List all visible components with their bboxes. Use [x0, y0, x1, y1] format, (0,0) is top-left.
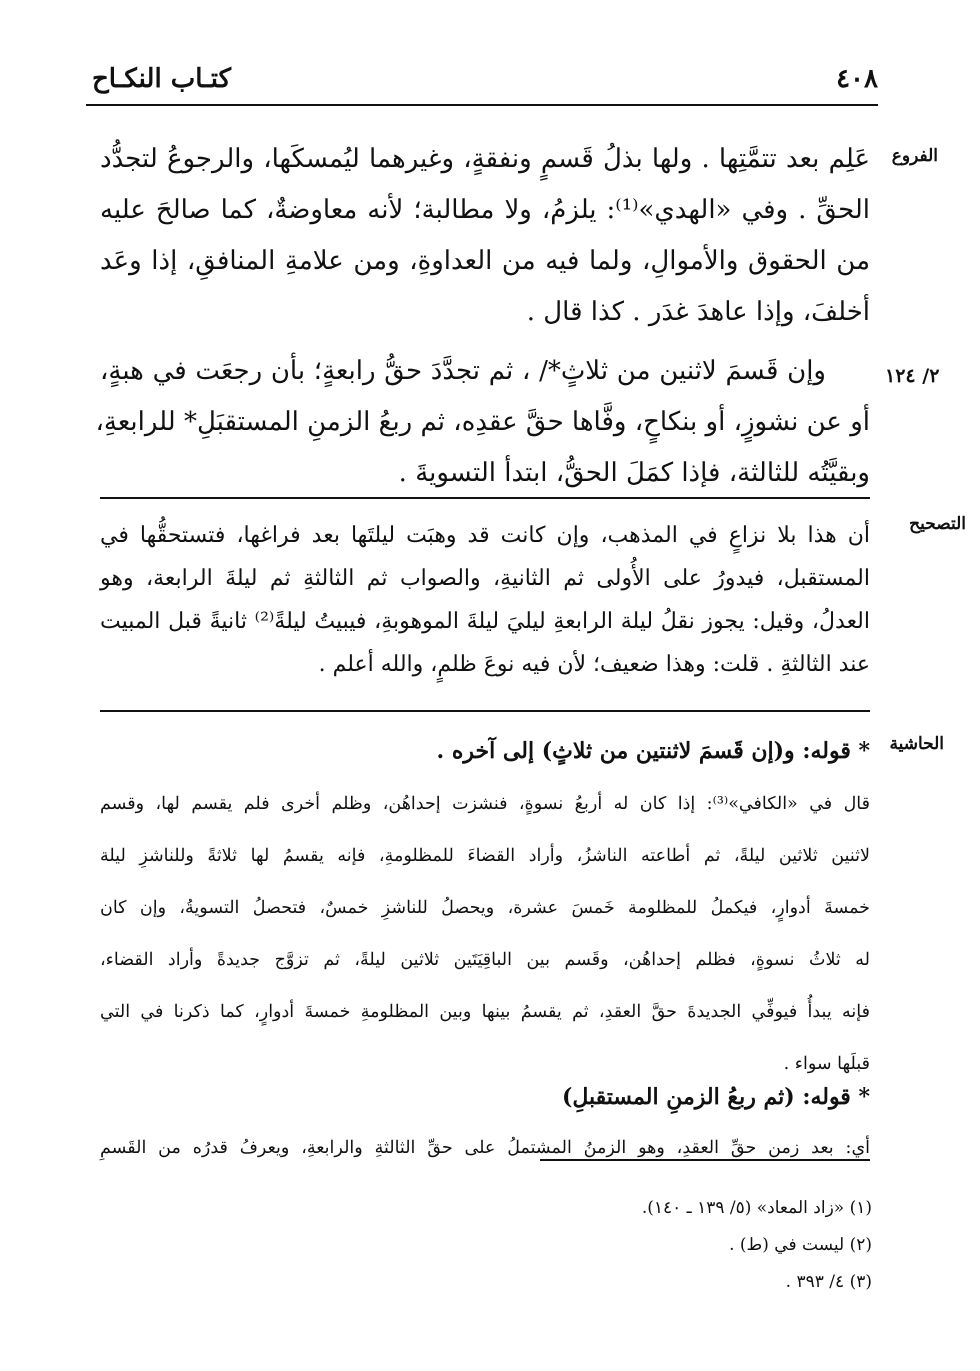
text-line: عَلِم بعد تتمَّتِها . ولها بذلُ قَسمٍ ونفقةٍ، وغيرهما ليُمسكَها، والرجوعُ لتجدُّد [100, 144, 870, 174]
text-line: له ثلاثُ نسوةٍ، فظلم إحداهُن، وقَسم بين الباقِيَتَين ثلاثين ليلةً، ثم تزوَّج جديدةً وأراد القضاء، [100, 950, 870, 970]
text-line: أخلفَ، وإذا عاهدَ غدَر . كذا قال . [526, 297, 870, 327]
hashiya-text-2 [100, 1128, 870, 1168]
header-rule [86, 104, 878, 106]
footnote-rule [540, 1159, 870, 1161]
label-tashih: التصحيح [909, 514, 966, 534]
note-heading: * قوله: (ثم ربعُ الزمنِ المستقبلِ) [561, 1084, 870, 1110]
text-line: أو عن نشوزٍ، أو بنكاحٍ، وفَّاها حقَّ عقدِه، ثم ربعُ الزمنِ المستقبَلِ* للرابعةِ، [95, 407, 870, 437]
hashiya-text [100, 778, 870, 1090]
note-heading: * قوله: و(إن قَسمَ لاثنتين من ثلاثٍ) إلى آخره . [436, 738, 870, 764]
text-line: وبقيَّتُه للثالثة، فإذا كمَلَ الحقُّ، ابتدأ التسويةَ . [398, 458, 870, 488]
footnote: (٢) ليست في (ط) . [729, 1235, 872, 1255]
text-line: أن هذا بلا نزاعٍ في المذهب، وإن كانت قد وهبَت ليلتَها بعد فراغها، فتستحقُّها في [100, 523, 870, 548]
section-rule [100, 710, 870, 712]
page-number: ٤٠٨ [836, 64, 878, 94]
text-line: وإن قَسمَ لاثنين من ثلاثٍ*/ ، ثم تجدَّدَ حقُّ رابعةٍ؛ بأن رجعَت في هبةٍ، [100, 356, 826, 386]
footnotes [642, 1190, 872, 1301]
text-line: من الحقوق والأموالِ، ولما فيه من العداوةِ، ومن علامةِ المنافقِ، إذا وعَد [100, 246, 870, 276]
text-line: العدلُ، وقيل: يجوز نقلُ ليلة الرابعةِ ليليَ ليلةَ الموهوبةِ، فيبيتُ ليلةً⁽²⁾ ثانيةً قبل المبيت [100, 609, 870, 634]
text-line: الحقِّ . وفي «الهدي»⁽¹⁾: يلزمُ، ولا مطالبة؛ لأنه معاوضةٌ، كما صالحَ عليه [100, 195, 870, 225]
reference-number: ٢/ ١٢٤ [885, 365, 940, 387]
footnote: (٣) ٤/ ٣٩٣ . [785, 1272, 872, 1292]
label-furu: الفروع [891, 146, 938, 166]
furu-text [100, 134, 870, 338]
page-header [86, 62, 878, 102]
book-title: كتـاب النكـاح [92, 64, 231, 94]
label-hashiya: الحاشية [889, 734, 944, 754]
text-line: قال في «الكافي»⁽³⁾: إذا كان له أربعُ نسوةٍ، فنشزت إحداهُن، وظلم أخرى فلم يقسم لها، وقسم [100, 794, 870, 814]
text-line: لاثنين ثلاثين ليلةً، ثم أطاعته الناشزُ، وأراد القضاءَ للمظلومةِ، فإنه يقسمُ لها ثلاثةً وللناشزِ ليلة [100, 846, 870, 866]
text-line: أي: بعد زمن حقِّ العقدِ، وهو الزمنُ المشتملُ على حقِّ الثالثةِ والرابعةِ، ويعرفُ قدرُه من القَسمِ [100, 1138, 870, 1158]
text-line: المستقبل، فيدورُ على الأُولى ثم الثانيةِ، والصواب ثم الثالثةِ ثم ليلةَ الرابعة، وهو [100, 566, 870, 591]
tashih-text [100, 514, 870, 686]
text-line: قبلَها سواء . [783, 1054, 870, 1074]
text-line: خمسةَ أدوارٍ، فيكملُ للمظلومة خَمسَ عشرة، ويحصلُ للناشزِ خمسٌ، فتحصلُ التسويةُ، وإن كان [100, 898, 870, 918]
furu-text-2 [95, 346, 870, 499]
text-line: عند الثالثةِ . قلت: وهذا ضعيف؛ لأن فيه نوعَ ظلمٍ، والله أعلم . [318, 652, 870, 677]
section-rule [100, 497, 870, 499]
text-line: فإنه يبدأُ فيوفِّي الجديدةَ حقَّ العقدِ، ثم يقسمُ بينها وبين المظلومةِ خمسةَ أدوارٍ، كما ذكرنا في التي [100, 1002, 870, 1022]
footnote: (١) «زاد المعاد» (٥/ ١٣٩ ـ ١٤٠). [641, 1198, 872, 1218]
